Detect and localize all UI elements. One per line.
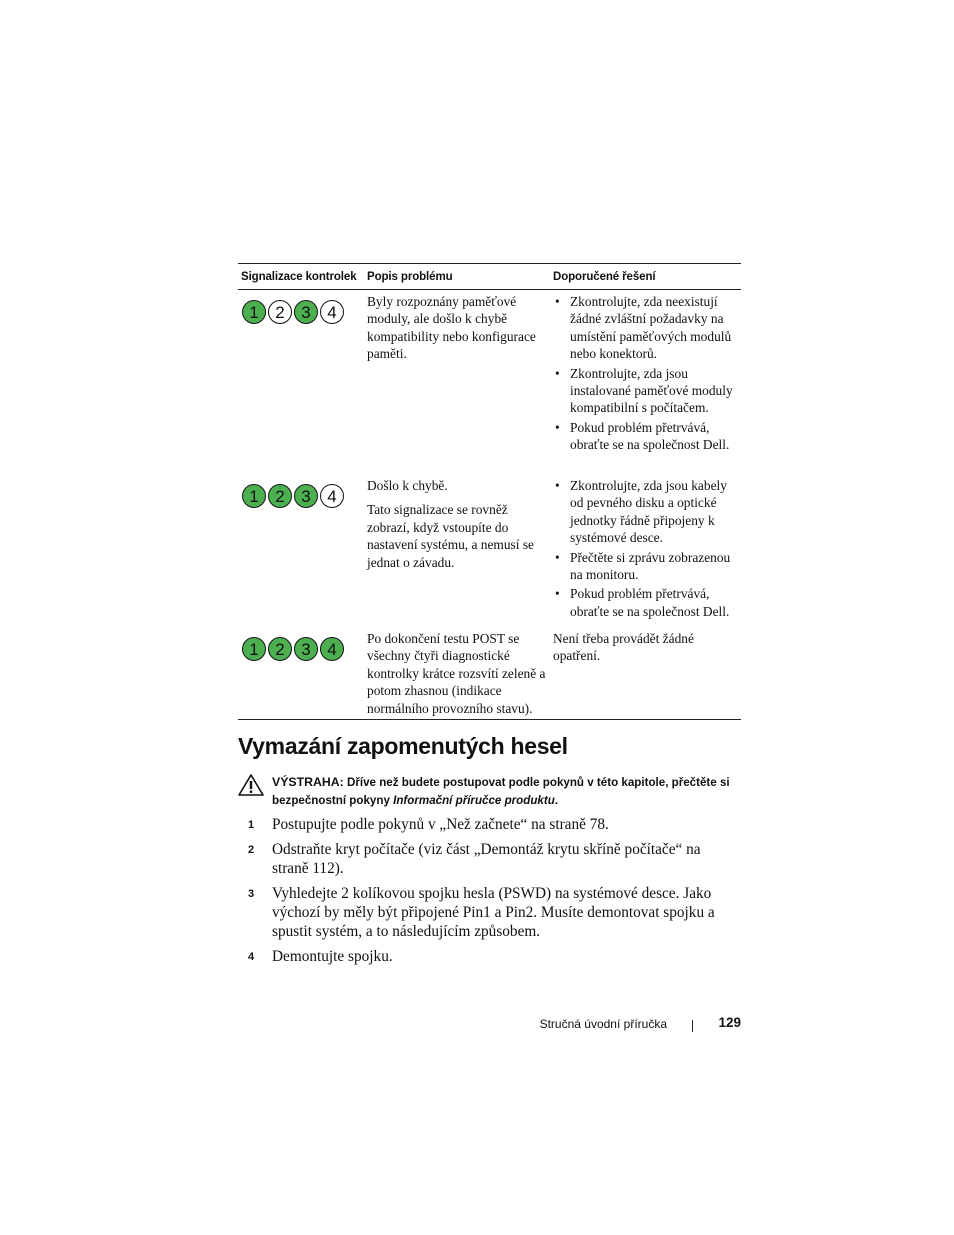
diagnostic-lights [242, 300, 364, 324]
solution-item: • Přečtěte si zprávu zobrazenou na monitoru. [553, 549, 741, 584]
step-text: Vyhledejte 2 kolíkovou spojku hesla (PSWD) na systémové desce. Jako výchozí by měly být připojené Pin1 a Pin2. Musíte demontovat spojku a spustit systém, a to následujícím způsobem. [272, 885, 715, 940]
diagnostic-light: 3 [294, 637, 318, 661]
diagnostic-light: 3 [294, 300, 318, 324]
warning-text [272, 774, 742, 809]
step-number: 2 [248, 844, 255, 856]
warning-body: Dříve než budete postupovat podle pokynů v této kapitole, přečtěte si bezpečnostní pokyny [272, 776, 730, 807]
description-text: Došlo k chybě. [367, 478, 448, 493]
solution-item: • Pokud problém přetrvává, obraťte se na společnost Dell. [553, 419, 741, 454]
footer-divider [692, 1020, 693, 1032]
diagnostic-light: 4 [320, 300, 344, 324]
step-text: Postupujte podle pokynů v „Než začnete“ na straně 78. [272, 816, 609, 833]
page-number: 129 [718, 1015, 741, 1030]
page-footer [500, 1015, 741, 1035]
lights-cell [238, 627, 364, 719]
warning-doc-title: Informační příručce produktu [393, 793, 555, 807]
table-header [238, 264, 741, 290]
table-row [238, 474, 741, 627]
solution-item: • Zkontrolujte, zda jsou instalované paměťové moduly kompatibilní s počítačem. [553, 365, 741, 417]
steps-list [248, 815, 728, 972]
solution-item: • Zkontrolujte, zda jsou kabely od pevného disku a optické jednotky řádně připojeny k systémové desce. [553, 477, 741, 547]
table-row [238, 290, 741, 474]
section-title: Vymazání zapomenutých hesel [238, 733, 568, 759]
footer-guide-title: Stručná úvodní příručka [539, 1017, 667, 1031]
diagnostic-light: 2 [268, 484, 292, 508]
description-text: Byly rozpoznány paměťové moduly, ale došlo k chybě kompatibility nebo konfigurace paměti. [367, 294, 536, 362]
warning-label: VÝSTRAHA: [272, 775, 344, 789]
header-description: Popis problému [367, 270, 453, 283]
solution-text: Není třeba provádět žádné opatření. [553, 631, 694, 664]
step-text: Demontujte spojku. [272, 948, 393, 965]
solution-list [553, 293, 741, 454]
diagnostic-light: 4 [320, 484, 344, 508]
solution-list [553, 477, 741, 620]
diagnostic-light: 2 [268, 637, 292, 661]
lights-cell [238, 290, 364, 474]
solution-item: • Pokud problém přetrvává, obraťte se na společnost Dell. [553, 585, 741, 620]
step-number: 3 [248, 888, 255, 900]
diagnostic-light: 2 [268, 300, 292, 324]
step-number: 4 [248, 951, 255, 963]
description-text: Tato signalizace se rovněž zobrazí, když vstoupíte do nastavení systému, a nemusí se jednat o závadu. [367, 502, 534, 570]
step-number: 1 [248, 819, 255, 831]
description-cell [364, 627, 551, 719]
list-item [248, 840, 728, 878]
solution-cell [551, 627, 741, 719]
diagnostic-light: 1 [242, 637, 266, 661]
solution-item: • Zkontrolujte, zda neexistují žádné zvláštní požadavky na umístění paměťových modulů nebo konektorů. [553, 293, 741, 363]
lights-cell [238, 474, 364, 627]
description-text: Po dokončení testu POST se všechny čtyři diagnostické kontrolky krátce rozsvítí zeleně a potom zhasnou (indikace normálního provozního stavu). [367, 631, 546, 716]
warning-triangle-icon [237, 773, 265, 802]
solution-cell [551, 474, 741, 627]
diagnostic-light: 1 [242, 484, 266, 508]
solution-cell [551, 290, 741, 474]
diagnostic-lights [242, 637, 364, 661]
header-solution: Doporučené řešení [553, 270, 656, 283]
description-cell [364, 474, 551, 627]
warning-end: . [554, 793, 559, 807]
list-item [248, 884, 728, 941]
diagnostic-lights-table [238, 263, 741, 720]
list-item [248, 947, 728, 966]
header-lights: Signalizace kontrolek [241, 270, 357, 283]
step-text: Odstraňte kryt počítače (viz část „Demontáž krytu skříně počítače“ na straně 112). [272, 841, 701, 877]
list-item [248, 815, 728, 834]
description-cell [364, 290, 551, 474]
diagnostic-lights [242, 484, 364, 508]
diagnostic-light: 1 [242, 300, 266, 324]
diagnostic-light: 3 [294, 484, 318, 508]
table-row [238, 627, 741, 719]
diagnostic-light: 4 [320, 637, 344, 661]
